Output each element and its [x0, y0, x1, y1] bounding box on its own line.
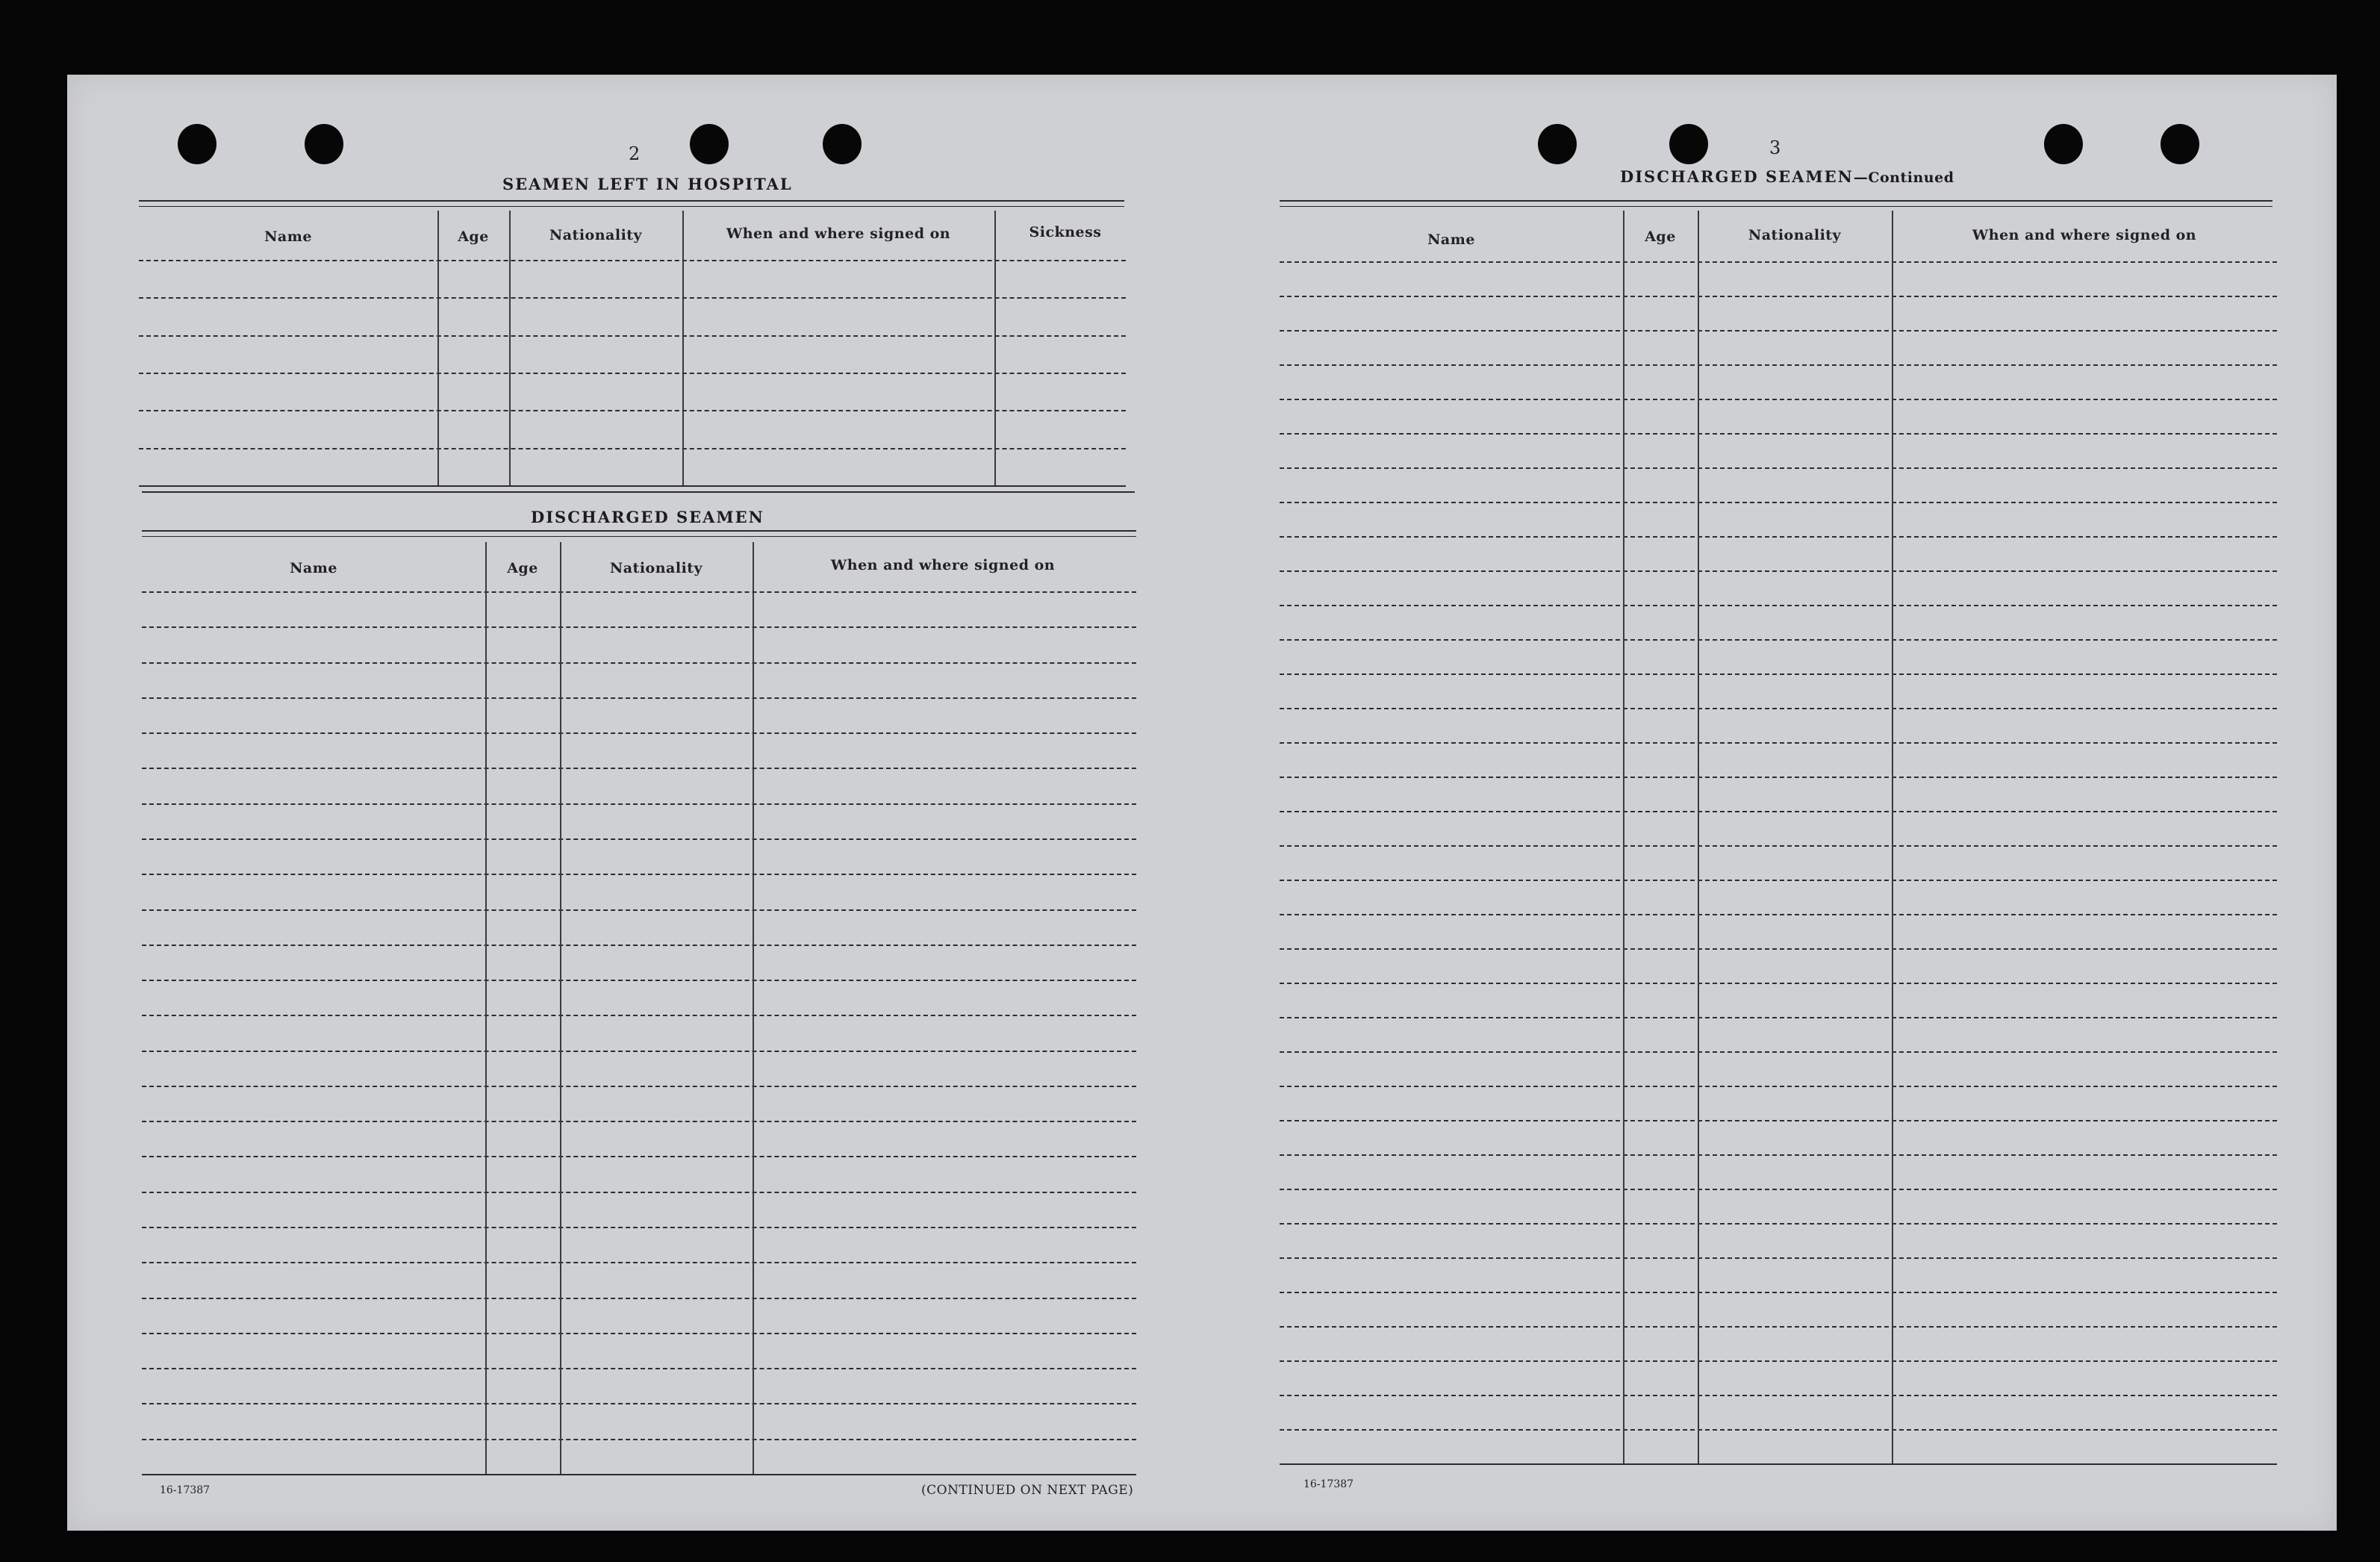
divider [1280, 206, 2272, 207]
ruled-line [139, 485, 1126, 487]
ruled-line [142, 1262, 1136, 1263]
column-header-age: Age [458, 228, 489, 245]
ruled-line [142, 1156, 1136, 1157]
page-number: 2 [629, 143, 641, 164]
divider [139, 206, 1124, 207]
ruled-line [142, 909, 1136, 911]
ruled-line [142, 1439, 1136, 1440]
ruled-line [1280, 777, 2277, 778]
ruled-line [142, 1298, 1136, 1299]
ruled-line [1280, 1051, 2277, 1053]
ruled-line [1280, 742, 2277, 744]
ruled-line [142, 1474, 1136, 1475]
ruled-line [1280, 296, 2277, 297]
column-header-age: Age [507, 560, 538, 576]
ruled-line [1280, 1395, 2277, 1396]
ruled-line [142, 1368, 1136, 1369]
column-divider [753, 542, 754, 1474]
punch-hole-icon [1538, 124, 1577, 164]
column-divider [1698, 211, 1699, 1463]
column-divider [1892, 211, 1893, 1463]
divider [142, 491, 1135, 493]
ruled-line [142, 980, 1136, 981]
punch-hole-icon [823, 124, 862, 164]
column-divider [485, 542, 487, 1474]
divider [139, 200, 1124, 202]
column-divider [682, 211, 684, 485]
ruled-line [1280, 433, 2277, 435]
ruled-line [1280, 983, 2277, 984]
form-code: 16-17387 [1303, 1478, 1354, 1490]
document-sheet [67, 75, 2337, 1531]
ruled-line [139, 410, 1126, 411]
column-header-sickness: Sickness [1029, 224, 1102, 240]
ruled-line [139, 448, 1126, 449]
ruled-line [1280, 811, 2277, 812]
title-suffix: —Continued [1853, 169, 1954, 186]
ruled-line [142, 1051, 1136, 1052]
column-header-nationality: Nationality [609, 560, 703, 576]
ruled-line [1280, 914, 2277, 915]
divider [142, 530, 1136, 532]
footer-note: (CONTINUED ON NEXT PAGE) [921, 1483, 1134, 1498]
ruled-line [1280, 1017, 2277, 1018]
discharged-section-title: DISCHARGED SEAMEN [531, 508, 764, 526]
ruled-line [1280, 673, 2277, 675]
ruled-line [139, 335, 1126, 337]
ruled-line [142, 768, 1136, 769]
ruled-line [1280, 364, 2277, 366]
divider [1280, 200, 2272, 202]
ruled-line [142, 874, 1136, 875]
ruled-line [142, 697, 1136, 699]
page-number: 3 [1769, 137, 1781, 158]
ruled-line [142, 662, 1136, 664]
ruled-line [142, 1121, 1136, 1122]
ruled-line [1280, 1257, 2277, 1259]
ruled-line [1280, 708, 2277, 709]
ruled-line [1280, 1189, 2277, 1190]
ruled-line [1280, 1086, 2277, 1087]
ruled-line [1280, 639, 2277, 641]
column-header-signed-on: When and where signed on [830, 557, 1056, 573]
column-divider [560, 542, 561, 1474]
punch-hole-icon [305, 124, 343, 164]
ruled-line [142, 626, 1136, 628]
title-main: DISCHARGED SEAMEN [1620, 167, 1854, 186]
ruled-line [1280, 1154, 2277, 1156]
ruled-line [142, 591, 1136, 593]
ruled-line [1280, 536, 2277, 538]
column-header-age: Age [1645, 228, 1676, 245]
ruled-line [1280, 845, 2277, 847]
ruled-line [142, 838, 1136, 840]
ruled-line [1280, 502, 2277, 503]
ruled-line [142, 1192, 1136, 1193]
column-header-nationality: Nationality [1748, 227, 1842, 243]
discharged-continued-title [1620, 167, 1954, 186]
ruled-line [1280, 1360, 2277, 1362]
ruled-line [139, 260, 1126, 261]
column-header-signed-on: When and where signed on [1972, 227, 2197, 243]
ruled-line [1280, 948, 2277, 950]
form-code: 16-17387 [160, 1484, 211, 1496]
column-header-name: Name [1427, 231, 1475, 248]
ruled-line [142, 732, 1136, 734]
column-header-name: Name [290, 560, 337, 576]
ruled-line [1280, 880, 2277, 881]
punch-hole-icon [2044, 124, 2083, 164]
hospital-section-title: SEAMEN LEFT IN HOSPITAL [502, 175, 793, 193]
ruled-line [142, 1403, 1136, 1404]
ruled-line [139, 297, 1126, 299]
punch-hole-icon [690, 124, 729, 164]
ruled-line [1280, 1463, 2277, 1465]
column-divider [994, 211, 996, 485]
column-header-name: Name [264, 228, 312, 245]
ruled-line [142, 1227, 1136, 1228]
column-header-nationality: Nationality [549, 227, 643, 243]
left-page [67, 75, 1202, 1531]
ruled-line [1280, 1292, 2277, 1293]
ruled-line [1280, 261, 2277, 263]
ruled-line [1280, 467, 2277, 469]
punch-hole-icon [1669, 124, 1708, 164]
ruled-line [142, 1086, 1136, 1087]
column-header-signed-on: When and where signed on [726, 225, 951, 242]
punch-hole-icon [2161, 124, 2199, 164]
punch-hole-icon [178, 124, 216, 164]
ruled-line [139, 373, 1126, 374]
ruled-line [142, 1333, 1136, 1334]
ruled-line [1280, 1326, 2277, 1328]
column-divider [437, 211, 439, 485]
ruled-line [1280, 1120, 2277, 1121]
ruled-line [1280, 570, 2277, 572]
ruled-line [142, 803, 1136, 805]
ruled-line [142, 945, 1136, 946]
ruled-line [1280, 399, 2277, 400]
column-divider [509, 211, 511, 485]
column-divider [1623, 211, 1624, 1463]
ruled-line [1280, 330, 2277, 332]
ruled-line [142, 1015, 1136, 1016]
ruled-line [1280, 1429, 2277, 1431]
ruled-line [1280, 1223, 2277, 1225]
ruled-line [1280, 605, 2277, 606]
right-page [1202, 75, 2337, 1531]
divider [142, 536, 1136, 537]
